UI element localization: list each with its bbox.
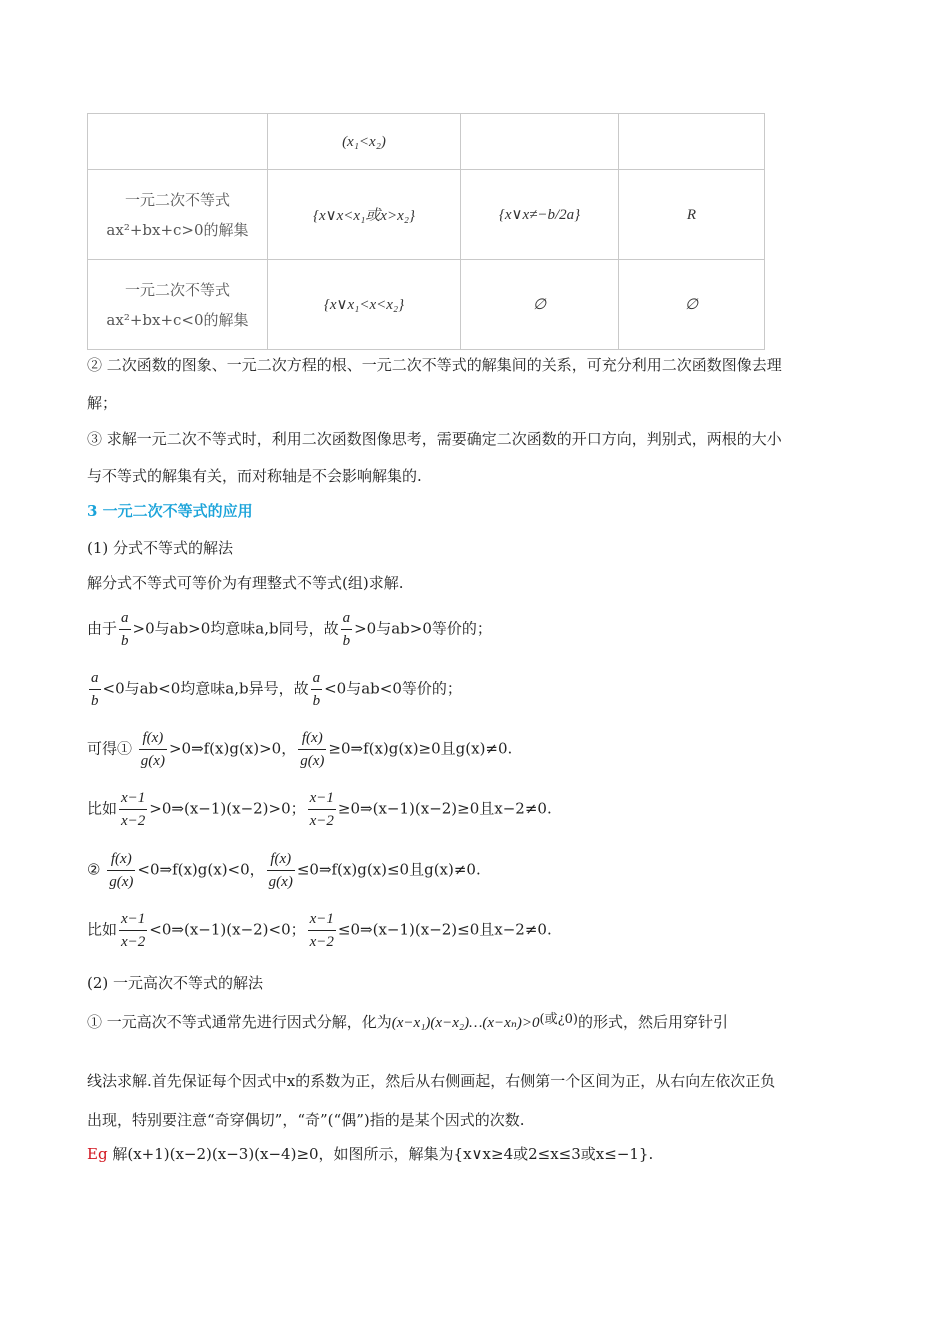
formula-text: 可得①: [87, 739, 133, 758]
formula-line: [87, 607, 492, 652]
numerator: f(x): [298, 727, 326, 750]
denominator: g(x): [268, 874, 293, 890]
formula-text: ②: [87, 860, 101, 879]
table-cell: [268, 114, 461, 170]
numerator: x−1: [119, 787, 147, 810]
paragraph: 与不等式的解集有关，而对称轴是不会影响解集的.: [87, 467, 422, 485]
row-label-bottom: ax²+bx+c>0的解集: [106, 220, 249, 239]
numerator: f(x): [107, 848, 135, 871]
numerator: x−1: [308, 908, 336, 931]
formula-text: ≤0⇒(x−1)(x−2)≤0且x−2≠0.: [337, 920, 552, 939]
fraction: [139, 727, 167, 772]
roots-order: (x₁<x₂): [342, 134, 386, 150]
fraction: [119, 787, 147, 832]
fraction: [341, 607, 353, 652]
paragraph: [87, 1008, 728, 1032]
formula-line: [87, 727, 512, 772]
denominator: g(x): [300, 753, 325, 769]
table-cell: [268, 260, 461, 350]
solution-set: ∅: [684, 297, 699, 313]
fraction: [298, 727, 326, 772]
table-cell: [461, 260, 619, 350]
formula-text: 比如: [87, 799, 118, 818]
formula-text: >0⇒(x−1)(x−2)>0；: [149, 799, 306, 818]
denominator: x−2: [309, 813, 334, 829]
paragraph: 出现，特别要注意“奇穿偶切”，“奇”(“偶”)指的是某个因式的次数.: [87, 1111, 525, 1129]
denominator: x−2: [309, 934, 334, 950]
table-cell: [88, 114, 268, 170]
formula-text: >0与ab>0等价的；: [354, 619, 492, 638]
solution-set: ∅: [532, 297, 547, 313]
formula-text: (或¿0): [539, 1012, 578, 1027]
table-cell: [461, 114, 619, 170]
numerator: f(x): [267, 848, 295, 871]
row-label-top: 一元二次不等式: [124, 280, 230, 299]
paragraph: ② 二次函数的图象、一元二次方程的根、一元二次不等式的解集间的关系，可充分利用二次函数图像去理: [87, 356, 782, 374]
solution-set: R: [686, 207, 697, 223]
table-cell: [88, 170, 268, 260]
table-row: [88, 260, 765, 350]
solution-set: {x∨x≠−b/2a}: [498, 207, 581, 223]
fraction: [267, 848, 295, 893]
numerator: a: [311, 667, 323, 690]
formula-line: [87, 848, 481, 893]
paragraph: ③ 求解一元二次不等式时，利用二次函数图像思考，需要确定二次函数的开口方向，判别式，两根的大小: [87, 430, 782, 448]
subsection-title: (2) 一元高次不等式的解法: [87, 974, 264, 992]
example-label: Eg: [87, 1145, 108, 1163]
section-title: 3 一元二次不等式的应用: [87, 502, 253, 520]
example-text: 解(x+1)(x−2)(x−3)(x−4)≥0，如图所示，解集为{x∨x≥4或2≤x≤3或x≤−1}.: [112, 1145, 654, 1163]
denominator: b: [91, 693, 99, 709]
formula-text: <0⇒(x−1)(x−2)<0；: [149, 920, 306, 939]
row-label-bottom: ax²+bx+c<0的解集: [106, 310, 249, 329]
solution-set: {x∨x<x₁或x>x₂}: [313, 208, 415, 224]
formula-text: 的形式，然后用穿针引: [577, 1013, 728, 1031]
formula-text: <0与ab<0均意味a,b异号，故: [102, 679, 309, 698]
paragraph: 线法求解.首先保证每个因式中x的系数为正，然后从右侧画起，右侧第一个区间为正，从右向左依次正负: [87, 1072, 776, 1090]
table-cell: [619, 114, 765, 170]
table-row: [88, 170, 765, 260]
solution-set: {x∨x₁<x<x₂}: [323, 297, 405, 313]
row-label-top: 一元二次不等式: [124, 190, 230, 209]
formula-text: <0⇒f(x)g(x)<0，: [137, 860, 265, 879]
numerator: a: [119, 607, 131, 630]
table-cell: [268, 170, 461, 260]
denominator: x−2: [121, 934, 146, 950]
formula-text: ≥0⇒(x−1)(x−2)≥0且x−2≠0.: [337, 799, 552, 818]
fraction: [311, 667, 323, 712]
fraction: [119, 908, 147, 953]
paragraph: 解；: [87, 394, 118, 412]
subsection-title: (1) 分式不等式的解法: [87, 539, 234, 557]
denominator: g(x): [109, 874, 134, 890]
table-cell: [88, 260, 268, 350]
formula-text: >0与ab>0均意味a,b同号，故: [132, 619, 339, 638]
table-cell: [619, 260, 765, 350]
example-line: [87, 1143, 653, 1164]
numerator: a: [89, 667, 101, 690]
formula-line: [87, 908, 552, 953]
formula-text: ≤0⇒f(x)g(x)≤0且g(x)≠0.: [296, 860, 481, 879]
paragraph: 解分式不等式可等价为有理整式不等式(组)求解.: [87, 574, 404, 592]
denominator: b: [121, 633, 129, 649]
formula-line: [87, 787, 552, 832]
solution-table: [87, 113, 765, 350]
numerator: f(x): [139, 727, 167, 750]
formula-text: (x−x₁)(x−x₂)…(x−xₙ)>0: [391, 1015, 540, 1031]
denominator: b: [342, 633, 351, 649]
formula-text: 比如: [87, 920, 118, 939]
table-cell: [619, 170, 765, 260]
formula-text: 由于: [87, 619, 118, 638]
formula-text: ① 一元高次不等式通常先进行因式分解，化为: [87, 1013, 392, 1031]
fraction: [119, 607, 131, 652]
numerator: x−1: [308, 787, 336, 810]
formula-text: ≥0⇒f(x)g(x)≥0且g(x)≠0.: [328, 739, 513, 758]
formula-text: >0⇒f(x)g(x)>0，: [168, 739, 297, 758]
fraction: [308, 908, 336, 953]
numerator: x−1: [119, 908, 147, 931]
denominator: b: [312, 693, 321, 709]
denominator: g(x): [140, 753, 165, 769]
fraction: [107, 848, 135, 893]
table-cell: [461, 170, 619, 260]
table-row: [88, 114, 765, 170]
formula-text: <0与ab<0等价的；: [324, 679, 462, 698]
numerator: a: [341, 607, 353, 630]
fraction: [89, 667, 101, 712]
denominator: x−2: [121, 813, 146, 829]
fraction: [308, 787, 336, 832]
formula-line: [87, 667, 462, 712]
